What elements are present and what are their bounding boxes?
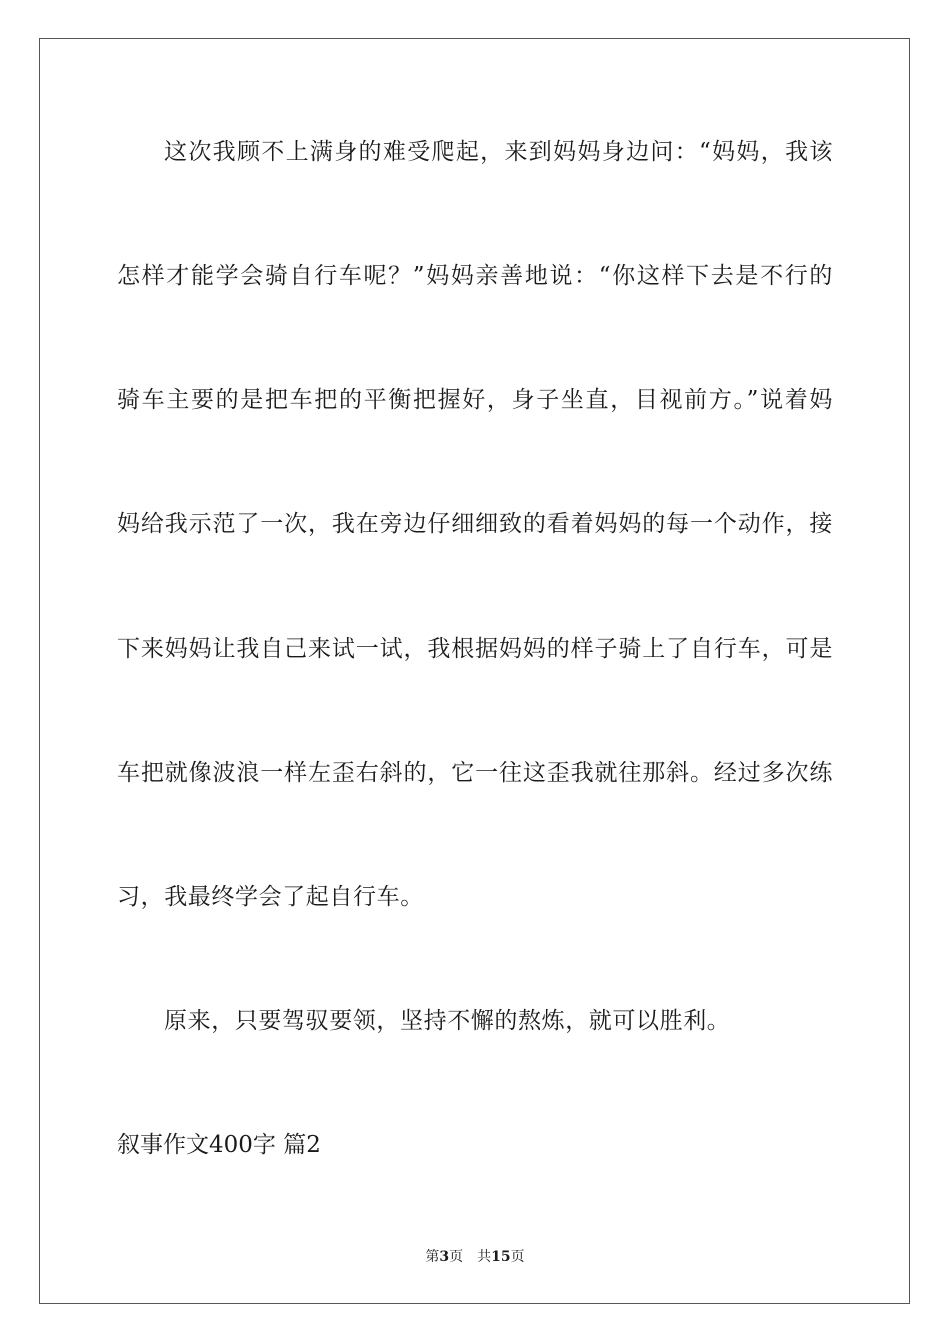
paragraph-line: 妈给我示范了一次，我在旁边仔细细致的看着妈妈的每一个动作，接 (117, 511, 833, 537)
page-frame (39, 38, 910, 1304)
paragraph-line: 骑车主要的是把车把的平衡把握好，身子坐直，目视前方。”说着妈 (117, 387, 833, 413)
paragraph-line: 这次我顾不上满身的难受爬起，来到妈妈身边问：“妈妈，我该 (164, 139, 833, 165)
paragraph-line: 车把就像波浪一样左歪右斜的，它一往这歪我就往那斜。经过多次练 (117, 760, 833, 786)
paragraph-line: 习，我最终学会了起自行车。 (117, 884, 424, 910)
page-suffix: 页 (449, 1249, 464, 1265)
total-suffix: 页 (510, 1249, 525, 1265)
page-number: 3 (439, 1249, 450, 1265)
section-heading: 叙事作文400字 篇2 (117, 1132, 321, 1158)
page-prefix: 第 (425, 1249, 440, 1265)
paragraph-line: 下来妈妈让我自己来试一试，我根据妈妈的样子骑上了自行车，可是 (117, 636, 833, 662)
paragraph-line: 怎样才能学会骑自行车呢？”妈妈亲善地说：“你这样下去是不行的 (117, 263, 833, 289)
paragraph-line: 原来，只要驾驭要领，坚持不懈的熬炼，就可以胜利。 (164, 1008, 731, 1034)
page-footer (0, 1248, 950, 1266)
total-pages: 15 (491, 1249, 511, 1265)
total-prefix: 共 (477, 1249, 492, 1265)
